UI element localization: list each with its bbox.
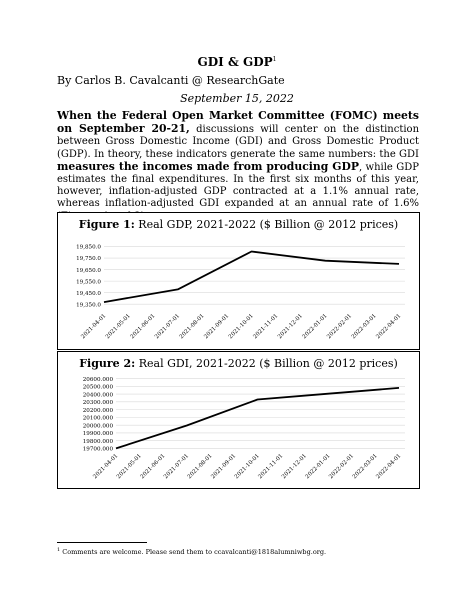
figure-2-xtick-label: 2022-01-01 [304,453,332,481]
figure-1-xtick-label: 2022-01-01 [301,313,329,341]
para-bold-2: measures the incomes made from producing GDP [57,159,359,173]
figure-2-xtick-label: 2021-08-01 [186,453,214,481]
footnote-rule [57,542,147,543]
figure-1-plot [58,213,419,349]
figure-2-xtick-label: 2021-09-01 [210,453,238,481]
footnote-mark: 1 [57,547,61,553]
figure-2-xtick-label: 2021-04-01 [92,453,120,481]
figure-2-xtick-label: 2022-02-01 [328,453,356,481]
footnote-text: Comments are welcome. Please send them to ccavalcanti@1818alumniwbg.org. [60,548,327,557]
figure-2-plot [58,352,419,488]
figure-1-title-text: Real GDP, 2021-2022 ($ Billion @ 2012 prices) [134,218,399,231]
intro-paragraph [57,110,419,223]
figure-1-xtick-label: 2021-04-01 [80,313,108,341]
figure-2-xtick-label: 2021-05-01 [115,453,143,481]
figure-1-xtick-label: 2021-11-01 [252,313,280,341]
figure-1-xtick-label: 2022-03-01 [350,313,378,341]
paper-title [0,55,474,69]
figure-2-ytick-label: 20400.000 [82,392,113,399]
footnote [57,547,326,556]
figure-1-xtick-label: 2021-06-01 [129,313,157,341]
figure-2-ytick-label: 19900.000 [82,431,113,438]
figure-2-ytick-label: 20200.000 [82,407,113,414]
figure-1-xtick-label: 2021-12-01 [277,313,305,341]
figure-1-xtick-label: 2022-02-01 [326,313,354,341]
figure-2-xtick-label: 2021-07-01 [163,453,191,481]
figure-1-series-line [104,252,399,303]
figure-2-ytick-label: 20600.000 [82,376,113,383]
figure-2-xtick-label: 2021-12-01 [281,453,309,481]
title-text: GDI & GDP [197,55,273,69]
figure-2-ytick-label: 19700.000 [82,446,113,453]
figure-1-ytick-label: 19,650.0 [76,267,101,274]
byline: By Carlos B. Cavalcanti @ ResearchGate [57,74,285,87]
figure-2-label: Figure 2: [79,357,136,370]
figure-1-xtick-label: 2021-09-01 [203,313,231,341]
figure-2-ytick-label: 20300.000 [82,400,113,407]
figure-1-ytick-label: 19,750.0 [76,256,101,263]
figure-1-xtick-label: 2022-04-01 [375,313,403,341]
para-text-2: , while GDP estimates the final expenditures. In the first six months of this year, however, inflation-adjusted GDP contracted at a 1.1% annual rate, whereas inflation-adjusted GDI expanded at an annual rate of 1.6% [57,161,419,210]
figure-2-title-text: Real GDI, 2021-2022 ($ Billion @ 2012 prices) [135,357,398,370]
figure-1-ytick-label: 19,350.0 [76,302,101,309]
para-bold-lead: When the Federal Open Market Committee (FOMC) meets on September 20-21, [57,109,419,136]
figure-2-xtick-label: 2021-11-01 [257,453,285,481]
figure-1-xtick-label: 2021-07-01 [154,313,182,341]
figure-1-label: Figure 1: [78,218,135,231]
figure-2-ytick-label: 19800.000 [82,438,113,445]
figure-2-xtick-label: 2022-04-01 [375,453,403,481]
figure-2-ytick-label: 20000.000 [82,423,113,430]
figure-1-ytick-label: 19,450.0 [76,290,101,297]
figure-2-xtick-label: 2022-03-01 [351,453,379,481]
figure-1-ytick-label: 19,850.0 [76,244,101,251]
publication-date: September 15, 2022 [180,92,294,105]
figure-2-ytick-label: 20100.000 [82,415,113,422]
figure-1-chart [57,212,420,350]
figure-2-xtick-label: 2021-06-01 [139,453,167,481]
figure-2-series-line [116,388,399,449]
title-footnote-mark: 1 [272,56,277,63]
para-text-1: discussions will center on the distinction between Gross Domestic Income (GDI) and Gross Domestic Product (GDP). In theory, these indicators generate the same numbers: the GDI [57,124,420,160]
figure-2-xtick-label: 2021-10-01 [233,453,261,481]
figure-1-xtick-label: 2021-08-01 [178,313,206,341]
figure-2-chart [57,351,420,489]
figure-1-ytick-label: 19,550.0 [76,279,101,286]
figure-2-ytick-label: 20500.000 [82,384,113,391]
figure-1-xtick-label: 2021-05-01 [104,313,132,341]
figure-1-xtick-label: 2021-10-01 [227,313,255,341]
